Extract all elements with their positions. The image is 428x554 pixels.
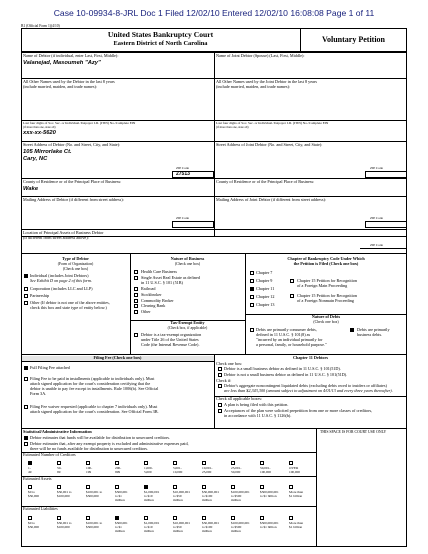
liabilities-range-label: $100,001 to xyxy=(86,521,103,525)
full-fee-label: Full Filing Fee attached xyxy=(30,365,70,370)
tax-exempt-title: Tax-Exempt Entity xyxy=(170,320,205,325)
assets-checkbox[interactable] xyxy=(173,485,177,489)
liabilities-label: Estimated Liabilities xyxy=(23,506,58,511)
debtor-name-label: Name of Debtor (if individual, enter Last, First, Middle): xyxy=(23,53,119,58)
consumer-debts-line-2: defined in 11 U.S.C. § 101(8) as xyxy=(256,332,311,337)
ssn-sub: (if more than one, state all) xyxy=(23,125,56,129)
creditors-range-label: 50- xyxy=(57,466,62,470)
business-type-checkbox[interactable] xyxy=(134,310,138,314)
assets-range-label: $50,001 to xyxy=(57,490,72,494)
nature-of-business-sub: (Check one box) xyxy=(174,262,201,266)
small-business-label: Debtor is a small business debtor as defined in 11 U.S.C. § 101(51D). xyxy=(224,366,341,371)
chapter-15-main-checkbox[interactable] xyxy=(290,279,294,283)
chapter-15-nonmain-line-1: Chapter 15 Petition for Recognition xyxy=(297,293,358,298)
business-type-label: Railroad xyxy=(141,286,156,291)
creditors-range-label: 99 xyxy=(57,470,61,474)
assets-range-label: to $1 billion xyxy=(260,494,277,498)
debtor-type-checkbox[interactable] xyxy=(24,301,28,305)
joint-zip-box xyxy=(365,171,407,178)
chapter-checkbox[interactable] xyxy=(250,279,254,283)
waiver-line-1: Filing Fee waiver requested (applicable to chapter 7 individuals only). Must xyxy=(30,404,158,409)
waiver-checkbox[interactable] xyxy=(24,405,28,409)
assets-range-label: $500,001 xyxy=(115,490,128,494)
liabilities-checkbox[interactable] xyxy=(231,516,235,520)
joint-other-names-sub: (include married, maiden, and trade names): xyxy=(216,84,291,89)
business-type-checkbox[interactable] xyxy=(134,270,138,274)
no-funds-line-2: there will be no funds available for distribution to unsecured creditors. xyxy=(30,446,149,451)
chapter-title: Chapter of Bankruptcy Code Under Which xyxy=(287,256,365,261)
assets-range-label: $500,000 xyxy=(86,494,99,498)
statistical-title: Statistical/Administrative Information xyxy=(23,429,92,434)
assets-location-label: Location of Principal Assets of Business Debtor xyxy=(23,230,104,235)
small-business-checkbox[interactable] xyxy=(218,367,222,371)
liabilities-range-label: million xyxy=(202,529,212,533)
tax-exempt-sub: (Check box, if applicable) xyxy=(167,326,208,330)
debtor-type-checkbox[interactable] xyxy=(24,274,28,278)
court-use-label: THIS SPACE IS FOR COURT USE ONLY xyxy=(320,430,387,434)
creditors-range-label: 49 xyxy=(28,470,32,474)
acceptances-line-1: Acceptances of the plan were solicited prepetition from one or more classes of creditors, xyxy=(224,408,373,413)
street-line-1: 105 Mirrorlake Ct. xyxy=(23,149,72,155)
liabilities-checkbox[interactable] xyxy=(202,516,206,520)
chapter-label: Chapter 13 xyxy=(256,302,275,307)
business-type-checkbox[interactable] xyxy=(134,304,138,308)
installments-checkbox[interactable] xyxy=(24,377,28,381)
assets-checkbox[interactable] xyxy=(231,485,235,489)
debtor-type-label: Corporation (includes LLC and LLP) xyxy=(30,286,93,291)
nature-of-business-title: Nature of Business xyxy=(170,256,205,261)
liabilities-range-label: to $100 xyxy=(202,525,213,529)
assets-checkbox[interactable] xyxy=(28,485,32,489)
joint-mailing-label: Mailing Address of Joint Debtor (if different from street address): xyxy=(216,197,327,202)
mailing-zip-box xyxy=(172,221,214,228)
acceptances-line-2: in accordance with 11 U.S.C. § 1126(b). xyxy=(224,413,292,418)
aggregate-line-2: are less than $2,343,300 (amount subject to adjustment on 4/01/13 and every three years thereafter). xyxy=(224,388,393,393)
county-label: County of Residence or of the Principal Place of Business: xyxy=(23,179,122,184)
assets-range-label: to $500 xyxy=(231,494,242,498)
assets-checkbox[interactable] xyxy=(260,485,264,489)
petition-type: Voluntary Petition xyxy=(321,35,386,44)
joint-mailing-zip-box xyxy=(365,221,407,228)
assets-range-label: $100,000,001 xyxy=(231,490,250,494)
creditors-range-label: 199 xyxy=(86,470,92,474)
liabilities-checkbox[interactable] xyxy=(260,516,264,520)
funds-available-checkbox[interactable] xyxy=(24,436,28,440)
creditors-checkbox[interactable] xyxy=(57,461,61,465)
case-header: Case 10-09934-8-JRL Doc 1 Filed 12/02/10 Entered 12/02/10 16:08:08 Page 1 of 11 xyxy=(53,8,375,18)
liabilities-range-label: million xyxy=(144,529,154,533)
liabilities-range-label: More than xyxy=(289,521,304,525)
creditors-range-label: 50,000 xyxy=(231,470,241,474)
business-type-checkbox[interactable] xyxy=(134,293,138,297)
assets-label: Estimated Assets xyxy=(23,476,52,481)
creditors-checkbox[interactable] xyxy=(231,461,235,465)
assets-location-sub: (if different from street address above): xyxy=(23,235,89,240)
aggregate-debts-checkbox[interactable] xyxy=(218,384,222,388)
chapter-15-main-line-1: Chapter 15 Petition for Recognition xyxy=(297,278,358,283)
type-of-debtor-sub1: (Form of Organization) xyxy=(57,262,94,266)
check-all-label: Check all applicable boxes: xyxy=(216,396,263,401)
zip-label: ZIP Code xyxy=(176,166,189,170)
mailing-zip-label: ZIP Code xyxy=(176,216,189,220)
creditors-checkbox[interactable] xyxy=(202,461,206,465)
assets-range-label: More than xyxy=(289,490,304,494)
liabilities-checkbox[interactable] xyxy=(57,516,61,520)
court-district: Eastern District of North Carolina xyxy=(113,40,208,47)
ssn-label: Last four digits of Soc. Sec. or Individual-Taxpayer I.D. (ITIN) No./Complete EIN xyxy=(23,121,136,125)
assets-range-label: to $100 xyxy=(202,494,213,498)
creditors-range-label: 5,001- xyxy=(173,466,182,470)
creditors-range-label: OVER xyxy=(289,466,299,470)
joint-county-label: County of Residence or of the Principal Place of Business: xyxy=(216,179,315,184)
court-name: United States Bankruptcy Court xyxy=(107,30,214,39)
creditors-range-label: 100,000 xyxy=(260,470,272,474)
assets-range-label: million xyxy=(144,498,154,502)
liabilities-range-label: $500,001 xyxy=(115,521,128,525)
type-of-debtor-sub2: (Check one box) xyxy=(62,267,89,271)
assets-range-label: million xyxy=(202,498,212,502)
installments-line-2: attach signed application for the court's consideration certifying that the xyxy=(30,381,151,386)
tax-exempt-line-2: under Title 26 of the United States xyxy=(141,337,199,342)
liabilities-range-label: $10,000,001 xyxy=(173,521,190,525)
creditors-range-label: 25,001- xyxy=(231,466,242,470)
debtor-name: Valanejad, Masoumeh "Azy" xyxy=(23,60,101,66)
liabilities-range-label: to $1 billion xyxy=(260,525,277,529)
business-debts-line-1: Debts are primarily xyxy=(357,327,390,332)
chapter-checkbox[interactable] xyxy=(250,295,254,299)
chapter-label: Chapter 9 xyxy=(256,278,273,283)
chapter-checkbox[interactable] xyxy=(250,271,254,275)
chapter-15-main-line-2: of a Foreign Main Proceeding xyxy=(297,283,348,288)
type-of-debtor-title: Type of Debtor xyxy=(62,256,89,261)
business-type-label: Stockbroker xyxy=(141,292,162,297)
liabilities-range-label: $100,000,001 xyxy=(231,521,250,525)
liabilities-range-label: $1 billion xyxy=(289,525,303,529)
installments-line-1: Filing Fee to be paid in installments (applicable to individuals only). Must xyxy=(30,376,155,381)
assets-range-label: $50,000 xyxy=(28,494,40,498)
creditors-checkbox[interactable] xyxy=(115,461,119,465)
chapter-11-title: Chapter 11 Debtors xyxy=(292,355,329,360)
chapter-checkbox[interactable] xyxy=(250,287,254,291)
liabilities-checkbox[interactable] xyxy=(86,516,90,520)
debtor-type-label: Individual (includes Joint Debtors) xyxy=(30,273,89,278)
joint-name-label: Name of Joint Debtor (Spouse) (Last, First, Middle): xyxy=(216,53,305,58)
installments-line-3: debtor is unable to pay fee except in installments. Rule 1006(b). See Official xyxy=(30,386,159,391)
assets-checkbox[interactable] xyxy=(289,485,293,489)
business-type-label: Other xyxy=(141,309,151,314)
debtor-ssn: xxx-xx-5620 xyxy=(23,130,56,136)
debtor-type-label: Other (If debtor is not one of the above entities, xyxy=(30,300,110,305)
liabilities-range-label: to $50 xyxy=(173,525,182,529)
tax-exempt-line-3: Code (the Internal Revenue Code). xyxy=(141,342,200,347)
liabilities-range-label: million xyxy=(173,529,183,533)
assets-checkbox[interactable] xyxy=(202,485,206,489)
assets-range-label: $0 to xyxy=(28,490,35,494)
liabilities-checkbox[interactable] xyxy=(173,516,177,520)
business-debts-checkbox[interactable] xyxy=(350,328,354,332)
creditors-range-label: 1- xyxy=(28,466,31,470)
plan-checkbox[interactable] xyxy=(218,403,222,407)
assets-range-label: million xyxy=(173,498,183,502)
chapter-15-nonmain-checkbox[interactable] xyxy=(290,294,294,298)
chapter-checkbox[interactable] xyxy=(250,303,254,307)
plan-label: A plan is being filed with this petition. xyxy=(224,402,289,407)
other-names-sub: (include married, maiden, and trade names): xyxy=(23,84,98,89)
street-label: Street Address of Debtor (No. and Street, City, and State): xyxy=(23,142,121,147)
creditors-label: Estimated Number of Creditors xyxy=(23,452,76,457)
chapter-11-check-one: Check one box: xyxy=(216,361,243,366)
liabilities-range-label: $50,001 to xyxy=(57,521,72,525)
business-type-label: Commodity Broker xyxy=(141,298,174,303)
assets-range-label: million xyxy=(115,498,125,502)
other-names-label: All Other Names used by the Debtor in the last 8 years xyxy=(23,79,115,84)
joint-ssn-sub: (if more than one, state all) xyxy=(216,125,249,129)
chapter-label: Chapter 12 xyxy=(256,294,275,299)
nature-of-debts-sub: (Check one box) xyxy=(313,320,339,324)
liabilities-checkbox[interactable] xyxy=(289,516,293,520)
creditors-checkbox[interactable] xyxy=(289,461,293,465)
assets-range-label: to $10 xyxy=(144,494,153,498)
liabilities-range-label: million xyxy=(115,529,125,533)
assets-range-label: $1 billion xyxy=(289,494,303,498)
business-type-checkbox[interactable] xyxy=(134,287,138,291)
creditors-range-label: 50,001- xyxy=(260,466,271,470)
liabilities-range-label: million xyxy=(231,529,241,533)
not-small-business-checkbox[interactable] xyxy=(218,373,222,377)
assets-checkbox[interactable] xyxy=(115,485,119,489)
consumer-debts-line-1: Debts are primarily consumer debts, xyxy=(256,327,317,332)
debtor-type-label: See Exhibit D on page 2 of this form. xyxy=(30,278,92,283)
assets-range-label: $1,000,001 xyxy=(144,490,160,494)
liabilities-range-label: to $500 xyxy=(231,525,242,529)
creditors-range-label: 10,000 xyxy=(173,470,183,474)
assets-checkbox[interactable] xyxy=(144,485,148,489)
consumer-debts-checkbox[interactable] xyxy=(250,328,254,332)
consumer-debts-line-3: "incurred by an individual primarily for xyxy=(256,337,323,342)
creditors-range-label: 5,000 xyxy=(144,470,152,474)
business-debts-line-2: business debts. xyxy=(357,332,383,337)
consumer-debts-line-4: a personal, family, or household purpose." xyxy=(256,342,327,347)
aggregate-line-1: Debtor's aggregate noncontingent liquidated debts (excluding debts owed to insiders or affiliates) xyxy=(224,383,387,388)
liabilities-range-label: $100,000 xyxy=(57,525,70,529)
chapter-label: Chapter 7 xyxy=(256,270,273,275)
assets-checkbox[interactable] xyxy=(57,485,61,489)
business-type-label: in 11 U.S.C. § 101 (51B) xyxy=(141,280,183,285)
creditors-range-label: 100- xyxy=(86,466,93,470)
liabilities-range-label: $50,000 xyxy=(28,525,40,529)
no-funds-checkbox[interactable] xyxy=(24,442,28,446)
joint-zip-label: ZIP Code xyxy=(370,166,383,170)
liabilities-checkbox[interactable] xyxy=(144,516,148,520)
debtor-type-checkbox[interactable] xyxy=(24,287,28,291)
creditors-range-label: 200- xyxy=(115,466,122,470)
acceptances-checkbox[interactable] xyxy=(218,409,222,413)
debtor-type-checkbox[interactable] xyxy=(24,294,28,298)
assets-location-box xyxy=(21,237,407,254)
liabilities-range-label: $1,000,001 xyxy=(144,521,160,525)
no-funds-line-1: Debtor estimates that, after any exempt property is excluded and administrative expenses paid, xyxy=(30,441,189,446)
street-line-2: Cary, NC xyxy=(23,156,48,162)
assets-zip-label: ZIP Code xyxy=(370,243,383,247)
creditors-range-label: 25,000 xyxy=(202,470,212,474)
chapter-11-check-if: Check if: xyxy=(216,378,232,383)
tax-exempt-line-1: Debtor is a tax-exempt organization xyxy=(141,332,202,337)
joint-street-label: Street Address of Joint Debtor (No. and Street, City, and State): xyxy=(216,142,323,147)
not-small-business-label: Debtor is not a small business debtor as defined in 11 U.S.C. § 101(51D). xyxy=(224,372,348,377)
creditors-range-label: 100,000 xyxy=(289,470,301,474)
creditors-checkbox[interactable] xyxy=(260,461,264,465)
liabilities-checkbox[interactable] xyxy=(28,516,32,520)
assets-checkbox[interactable] xyxy=(86,485,90,489)
business-type-checkbox[interactable] xyxy=(134,299,138,303)
assets-range-label: to $1 xyxy=(115,494,122,498)
business-type-label: Health Care Business xyxy=(141,269,178,274)
county-value: Wake xyxy=(23,186,39,192)
creditors-checkbox[interactable] xyxy=(144,461,148,465)
business-type-label: Clearing Bank xyxy=(141,303,166,308)
joint-mailing-zip-label: ZIP Code xyxy=(370,216,383,220)
assets-range-label: to $50 xyxy=(173,494,182,498)
liabilities-range-label: $500,000,001 xyxy=(260,521,279,525)
liabilities-range-label: $0 to xyxy=(28,521,35,525)
business-type-checkbox[interactable] xyxy=(134,276,138,280)
assets-range-label: $50,000,001 xyxy=(202,490,219,494)
zip-value: 27513 xyxy=(176,171,190,177)
assets-range-label: $10,000,001 xyxy=(173,490,190,494)
creditors-checkbox[interactable] xyxy=(86,461,90,465)
creditors-range-label: 10,001- xyxy=(202,466,213,470)
waiver-line-2: attach signed application for the court's consideration. See Official Form 3B. xyxy=(30,409,159,414)
chapter-title-2: the Petition is Filed (Check one box) xyxy=(293,261,359,266)
liabilities-range-label: $500,000 xyxy=(86,525,99,529)
liabilities-checkbox[interactable] xyxy=(115,516,119,520)
liabilities-range-label: to $1 xyxy=(115,525,122,529)
form-id: B1 (Official Form 1)(4/10) xyxy=(21,24,60,28)
assets-range-label: million xyxy=(231,498,241,502)
creditors-range-label: 999 xyxy=(115,470,121,474)
assets-range-label: $500,000,001 xyxy=(260,490,279,494)
business-type-label: Single Asset Real Estate as defined xyxy=(141,275,200,280)
chapter-label: Chapter 11 xyxy=(256,286,275,291)
joint-other-names-label: All Other Names used by the Joint Debtor in the last 8 years xyxy=(216,79,317,84)
liabilities-range-label: $50,000,001 xyxy=(202,521,219,525)
filing-fee-title: Filing Fee (Check one box) xyxy=(93,355,142,360)
liabilities-range-label: to $10 xyxy=(144,525,153,529)
chapter-15-nonmain-line-2: of a Foreign Nonmain Proceeding xyxy=(297,298,354,303)
creditors-range-label: 1,000- xyxy=(144,466,153,470)
nature-of-debts-title: Nature of Debts xyxy=(311,314,341,319)
debtor-type-other-line-2: check this box and state type of entity below.) xyxy=(30,305,107,310)
debtor-type-label: Partnership xyxy=(30,293,50,298)
joint-ssn-label: Last four digits of Soc. Sec. or Individual-Taxpayer I.D. (ITIN) No./Complete EIN xyxy=(216,121,329,125)
full-fee-checkbox[interactable] xyxy=(24,366,28,370)
installments-line-4: Form 3A. xyxy=(30,391,47,396)
assets-range-label: $100,001 to xyxy=(86,490,103,494)
creditors-checkbox[interactable] xyxy=(28,461,32,465)
funds-available-label: Debtor estimates that funds will be available for distribution to unsecured creditors. xyxy=(30,435,171,440)
assets-range-label: $100,000 xyxy=(57,494,70,498)
mailing-label: Mailing Address of Debtor (if different from street address): xyxy=(23,197,124,202)
creditors-checkbox[interactable] xyxy=(173,461,177,465)
tax-exempt-checkbox[interactable] xyxy=(134,333,138,337)
